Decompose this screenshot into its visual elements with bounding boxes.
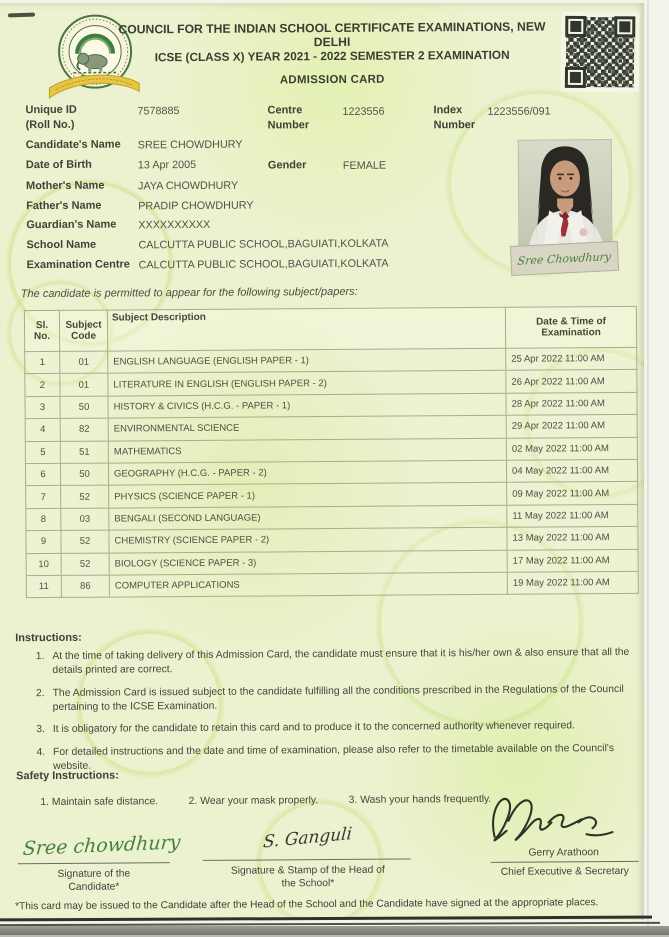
examination-centre-label: Examination Centre bbox=[27, 258, 130, 271]
instruction-item: 3. It is obligatory for the candidate to retain this card and to produce it to the concerned authority whenever required. bbox=[48, 719, 643, 738]
index-number-value: 1223556/091 bbox=[487, 105, 550, 117]
scan-edge-band bbox=[0, 926, 669, 935]
cell-desc: BIOLOGY (SCIENCE PAPER - 3) bbox=[109, 550, 507, 575]
cell-sl: 2 bbox=[25, 374, 60, 397]
cell-sl: 1 bbox=[25, 351, 60, 374]
cell-sl: 9 bbox=[26, 531, 61, 554]
cell-code: 03 bbox=[61, 508, 109, 531]
cell-desc: MATHEMATICS bbox=[108, 438, 506, 463]
cell-sl: 8 bbox=[26, 508, 61, 531]
candidate-photo bbox=[519, 140, 612, 246]
mother-name-value: JAYA CHOWDHURY bbox=[138, 180, 238, 193]
caption-line: Signature of the bbox=[57, 868, 130, 880]
secretary-signature-line bbox=[491, 861, 639, 863]
cell-datetime: 02 May 2022 11:00 AM bbox=[506, 437, 637, 460]
instruction-item: 4. For detailed instructions and the date and time of examination, please also refer to the timetable available on the Council's website. bbox=[48, 742, 643, 775]
centre-number-label2: Number bbox=[268, 119, 310, 131]
cell-code: 51 bbox=[60, 441, 108, 464]
cell-datetime: 11 May 2022 11:00 AM bbox=[507, 504, 638, 527]
photo-signature-strip bbox=[511, 242, 618, 275]
candidate-signature-line bbox=[18, 862, 170, 864]
candidate-signature-script: Sree chowdhury bbox=[16, 831, 188, 860]
father-name-label: Father's Name bbox=[26, 200, 101, 213]
photo-signature-text: Sree Chowdhury bbox=[517, 250, 612, 268]
instructions-heading: Instructions: bbox=[15, 632, 82, 644]
head-signature-caption bbox=[195, 863, 421, 891]
caption-line: the School* bbox=[282, 878, 335, 889]
instructions-list bbox=[23, 646, 643, 783]
date-of-birth-value: 13 Apr 2005 bbox=[138, 159, 196, 171]
secretary-name: Gerry Arathoon bbox=[493, 846, 635, 861]
cell-desc: LITERATURE IN ENGLISH (ENGLISH PAPER - 2) bbox=[108, 371, 506, 396]
instruction-item: 2. The Admission Card is issued subject to the candidate fulfilling all the conditions prescribed in the Regulations of the Council pertaining to the ICSE Examination. bbox=[48, 683, 643, 716]
cell-sl: 7 bbox=[26, 486, 61, 509]
org-title: COUNCIL FOR THE INDIAN SCHOOL CERTIFICATE EXAMINATIONS, NEW DELHI bbox=[107, 19, 557, 50]
school-name-value: CALCUTTA PUBLIC SCHOOL,BAGUIATI,KOLKATA bbox=[138, 238, 388, 252]
gender-label: Gender bbox=[268, 159, 307, 171]
unique-id-value: 7578885 bbox=[137, 105, 179, 117]
cell-datetime: 09 May 2022 11:00 AM bbox=[507, 482, 638, 505]
cell-datetime: 13 May 2022 11:00 AM bbox=[507, 527, 638, 550]
cell-sl: 11 bbox=[26, 575, 61, 598]
index-number-label2: Number bbox=[434, 119, 476, 131]
guardian-name-value: XXXXXXXXXX bbox=[138, 219, 210, 232]
cell-sl: 3 bbox=[25, 396, 60, 419]
cell-code: 52 bbox=[61, 553, 109, 576]
cell-sl: 5 bbox=[25, 441, 60, 464]
safety-item: Wash your hands frequently. bbox=[349, 794, 492, 806]
safety-instructions-heading: Safety Instructions: bbox=[16, 770, 119, 783]
candidate-name-value: SREE CHOWDHURY bbox=[138, 139, 243, 152]
candidate-name-label: Candidate's Name bbox=[26, 138, 121, 151]
safety-item: Wear your mask properly. bbox=[189, 795, 319, 807]
subjects-table bbox=[24, 306, 639, 599]
doc-title: ADMISSION CARD bbox=[107, 72, 557, 87]
cell-desc: HISTORY & CIVICS (H.C.G. - PAPER - 1) bbox=[108, 393, 506, 418]
caption-line: Candidate* bbox=[68, 882, 119, 893]
cell-code: 01 bbox=[60, 373, 108, 396]
cell-datetime: 29 Apr 2022 11:00 AM bbox=[506, 415, 637, 438]
caption-line: Signature & Stamp of the Head of bbox=[231, 865, 385, 877]
cell-sl: 10 bbox=[26, 553, 61, 576]
gender-value: FEMALE bbox=[343, 160, 386, 172]
table-intro: The candidate is permitted to appear for the following subject/papers: bbox=[21, 286, 358, 300]
cell-datetime: 28 Apr 2022 11:00 AM bbox=[506, 392, 637, 415]
mother-name-label: Mother's Name bbox=[26, 180, 105, 193]
col-subject-description: Subject Description bbox=[107, 307, 505, 351]
cell-sl: 6 bbox=[25, 463, 60, 486]
unique-id-label2: (Roll No.) bbox=[26, 119, 75, 131]
cell-code: 01 bbox=[60, 351, 108, 374]
cell-code: 86 bbox=[61, 575, 109, 598]
cell-desc: ENVIRONMENTAL SCIENCE bbox=[108, 415, 506, 440]
cell-datetime: 04 May 2022 11:00 AM bbox=[506, 459, 637, 482]
school-name-label: School Name bbox=[26, 239, 96, 251]
centre-number-value: 1223556 bbox=[342, 106, 384, 118]
qr-finder-icon bbox=[614, 16, 635, 37]
cell-datetime: 19 May 2022 11:00 AM bbox=[507, 571, 638, 594]
cell-datetime: 17 May 2022 11:00 AM bbox=[507, 549, 638, 572]
head-signature-script: S. Ganguli bbox=[227, 821, 388, 856]
col-date-time: Date & Time of Examination bbox=[505, 306, 636, 348]
cell-sl: 4 bbox=[25, 419, 60, 442]
qr-finder-icon bbox=[565, 16, 586, 37]
unique-id-label: Unique ID bbox=[25, 104, 76, 116]
safety-item: Maintain safe distance. bbox=[40, 796, 158, 808]
cell-datetime: 26 Apr 2022 11:00 AM bbox=[506, 370, 637, 393]
qr-code bbox=[563, 14, 638, 91]
father-name-value: PRADIP CHOWDHURY bbox=[138, 200, 253, 213]
instruction-item: 1. At the time of taking delivery of this Admission Card, the candidate must ensure that it is his/her own & also ensure that all the details printed are correct. bbox=[47, 646, 642, 679]
table-header-row bbox=[24, 306, 636, 351]
qr-finder-icon bbox=[565, 67, 586, 88]
col-sl-no: Sl. No. bbox=[24, 310, 59, 351]
cell-desc: BENGALI (SECOND LANGUAGE) bbox=[109, 505, 507, 530]
secretary-title: Chief Executive & Secretary bbox=[469, 865, 661, 880]
col-subject-code: Subject Code bbox=[59, 310, 107, 351]
head-signature-line bbox=[203, 858, 411, 860]
cell-code: 52 bbox=[61, 485, 109, 508]
secretary-signature-script bbox=[482, 788, 622, 847]
cell-code: 82 bbox=[60, 418, 108, 441]
footnote: *This card may be issued to the Candidate after the Head of the School and the Candidate have signed at the appropriate places. bbox=[15, 897, 643, 912]
centre-number-label: Centre bbox=[267, 104, 302, 116]
cell-code: 52 bbox=[61, 530, 109, 553]
cell-code: 50 bbox=[60, 396, 108, 419]
guardian-name-label: Guardian's Name bbox=[26, 219, 116, 232]
index-number-label: Index bbox=[433, 104, 462, 116]
exam-title: ICSE (CLASS X) YEAR 2021 - 2022 SEMESTER 2 EXAMINATION bbox=[107, 47, 557, 64]
candidate-signature-caption bbox=[23, 867, 165, 895]
cell-desc: GEOGRAPHY (H.C.G. - PAPER - 2) bbox=[108, 460, 506, 485]
cell-datetime: 25 Apr 2022 11:00 AM bbox=[506, 347, 637, 370]
cell-desc: CHEMISTRY (SCIENCE PAPER - 2) bbox=[109, 527, 507, 552]
cell-desc: COMPUTER APPLICATIONS bbox=[109, 572, 507, 597]
cell-desc: PHYSICS (SCIENCE PAPER - 1) bbox=[109, 483, 507, 508]
cell-desc: ENGLISH LANGUAGE (ENGLISH PAPER - 1) bbox=[108, 348, 506, 373]
date-of-birth-label: Date of Birth bbox=[26, 159, 92, 171]
cell-code: 50 bbox=[60, 463, 108, 486]
examination-centre-value: CALCUTTA PUBLIC SCHOOL,BAGUIATI,KOLKATA bbox=[139, 258, 389, 272]
table-row bbox=[26, 571, 638, 598]
